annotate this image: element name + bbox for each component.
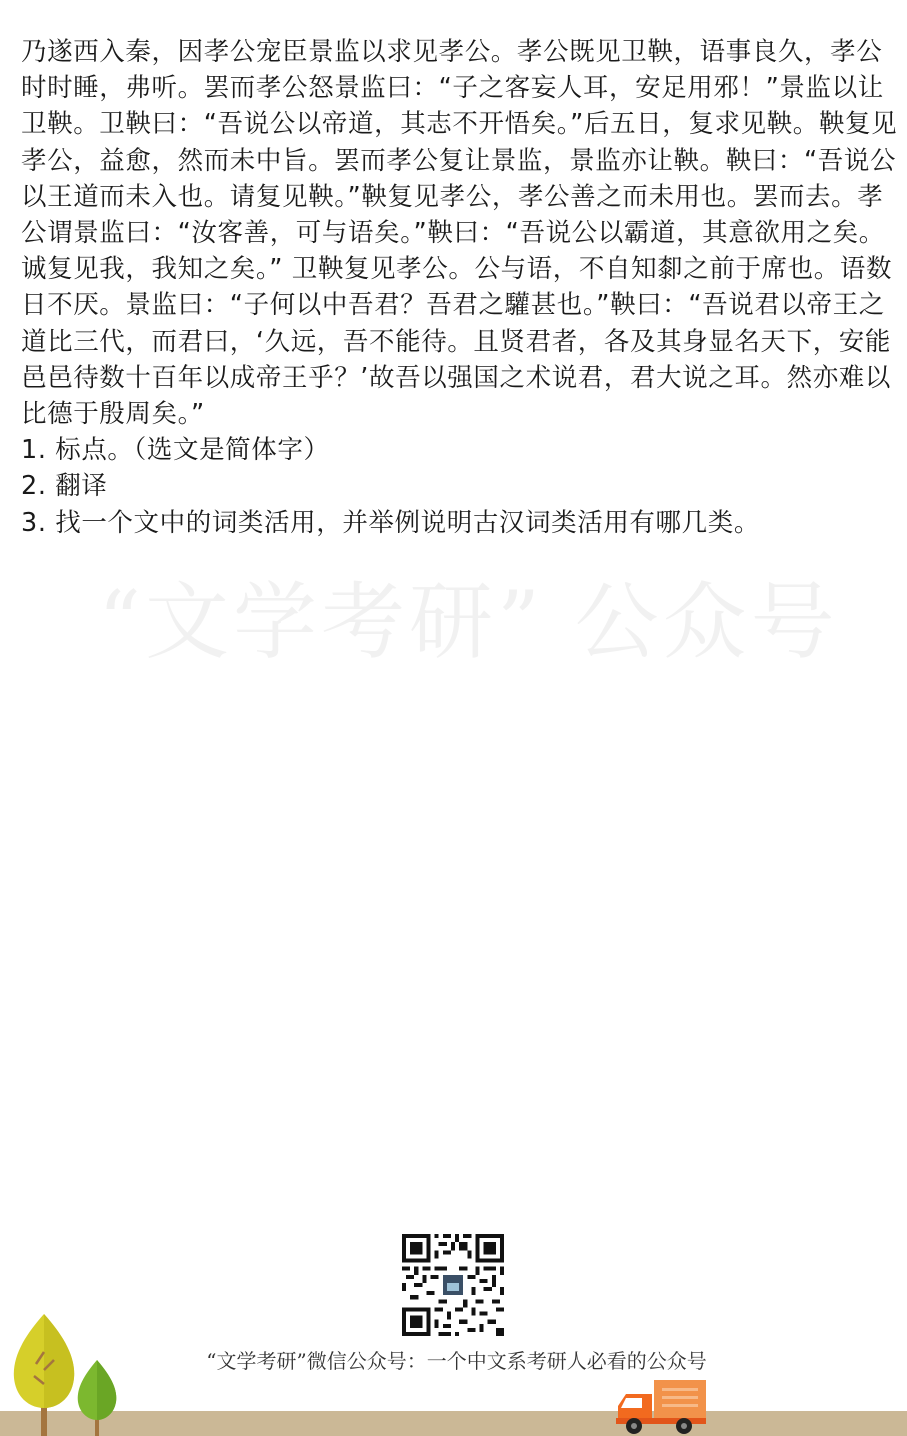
tree-icon bbox=[74, 1358, 120, 1436]
question-list bbox=[21, 432, 901, 541]
footer-caption: “文学考研”微信公众号：一个中文系考研人必看的公众号 bbox=[206, 1349, 707, 1373]
question-translate: 2. 翻译 bbox=[21, 471, 108, 502]
question-word-class: 3. 找一个文中的词类活用，并举例说明古汉词类活用有哪几类。 bbox=[21, 507, 760, 538]
classical-passage: 乃遂西入秦，因孝公宠臣景监以求见孝公。孝公既见卫鞅，语事良久，孝公时时睡，弗听。罢而孝公怒景监曰：“子之客妄人耳，安足用邪！”景监以让卫鞅。卫鞅曰：“吾说公以帝道，其志不开悟矣。”后五日，复求见鞅。鞅复见孝公，益愈，然而未中旨。罢而孝公复让景监，景监亦让鞅。鞅曰：“吾说公以王道而未入也。请复见鞅。”鞅复见孝公，孝公善之而未用也。罢而去。孝公谓景监曰：“汝客善，可与语矣。”鞅曰：“吾说公以霸道，其意欲用之矣。诚复见我，我知之矣。” 卫鞅复见孝公。公与语，不自知厀之前于席也。语数日不厌。景监曰：“子何以中吾君？吾君之驩甚也。”鞅曰：“吾说君以帝王之道比三代，而君曰，‘久远，吾不能待。且贤君者，各及其身显名天下，安能邑邑待数十百年以成帝王乎？’故吾以强国之术说君，君大说之耳。然亦难以比德于殷周矣。” bbox=[21, 37, 898, 430]
watermark-text: “文学考研” 公众号 bbox=[98, 573, 839, 671]
tree-icon bbox=[10, 1312, 78, 1436]
ground-strip bbox=[0, 1411, 907, 1436]
qr-code-icon bbox=[402, 1234, 504, 1336]
truck-icon bbox=[612, 1378, 708, 1436]
document-body bbox=[21, 34, 901, 541]
question-punctuation: 1. 标点。（选文是简体字） bbox=[21, 435, 330, 466]
